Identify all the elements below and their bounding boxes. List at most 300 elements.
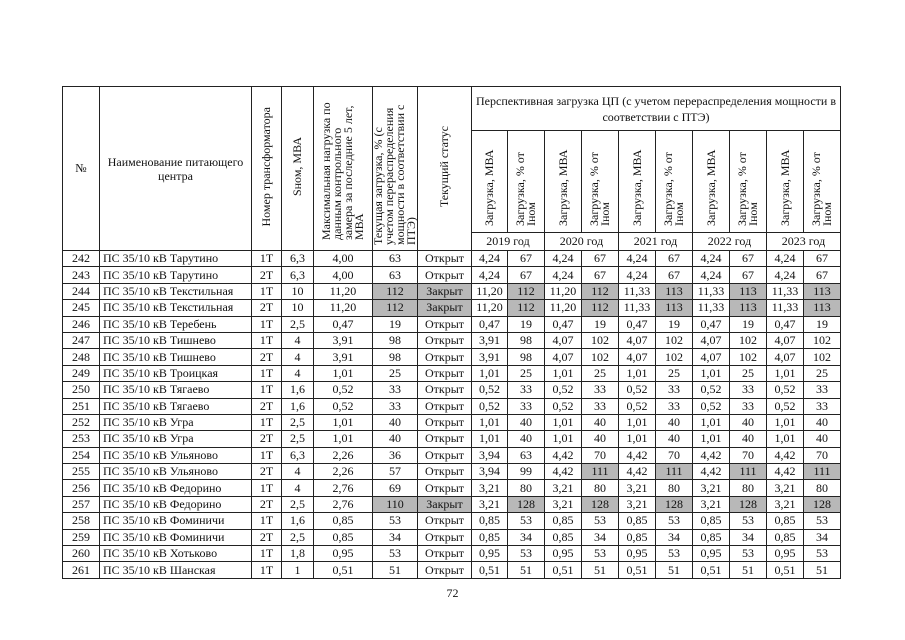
projected-load-mva: 0,85: [545, 529, 582, 545]
projected-load-mva: 0,52: [545, 398, 582, 414]
rated-power: 2,5: [282, 431, 314, 447]
projected-load-mva: 0,47: [619, 316, 656, 332]
transformer-number: 2Т: [252, 464, 282, 480]
projected-load-pct: 19: [508, 316, 545, 332]
row-number: 253: [63, 431, 100, 447]
current-status: Открыт: [418, 529, 472, 545]
projected-load-pct: 53: [804, 513, 841, 529]
projected-load-pct: 111: [730, 464, 767, 480]
table-row: [63, 529, 841, 545]
transformer-number: 1Т: [252, 316, 282, 332]
projected-load-mva: 4,24: [545, 251, 582, 267]
projected-load-mva: 0,95: [472, 546, 508, 562]
projected-load-mva: 1,01: [472, 431, 508, 447]
projected-load-mva: 3,21: [693, 480, 730, 496]
transformer-number: 1Т: [252, 546, 282, 562]
substation-name: ПС 35/10 кВ Фоминичи: [100, 529, 252, 545]
current-status: Открыт: [418, 365, 472, 381]
table-row: [63, 300, 841, 316]
header-transformer: Номер трансформатора: [252, 87, 282, 251]
projected-load-mva: 3,21: [767, 496, 804, 512]
transformer-number: 1Т: [252, 251, 282, 267]
projected-load-mva: 11,33: [693, 283, 730, 299]
projected-load-mva: 0,52: [693, 398, 730, 414]
current-load: 51: [373, 562, 418, 578]
projected-load-pct: 53: [730, 546, 767, 562]
row-number: 255: [63, 464, 100, 480]
max-load: 1,01: [314, 431, 373, 447]
projected-load-mva: 0,85: [619, 513, 656, 529]
row-number: 248: [63, 349, 100, 365]
max-load: 0,52: [314, 398, 373, 414]
projected-load-pct: 128: [508, 496, 545, 512]
table-row: [63, 414, 841, 430]
projected-load-pct: 70: [656, 447, 693, 463]
current-status: Открыт: [418, 316, 472, 332]
table-row: [63, 447, 841, 463]
projected-load-mva: 0,85: [619, 529, 656, 545]
projected-load-pct: 113: [656, 300, 693, 316]
current-status: Открыт: [418, 398, 472, 414]
projected-load-pct: 111: [656, 464, 693, 480]
projected-load-mva: 11,20: [472, 283, 508, 299]
projected-load-mva: 4,24: [767, 267, 804, 283]
projected-load-pct: 53: [804, 546, 841, 562]
projected-load-mva: 3,21: [619, 480, 656, 496]
projected-load-pct: 33: [804, 382, 841, 398]
substation-name: ПС 35/10 кВ Федорино: [100, 496, 252, 512]
projected-load-mva: 1,01: [472, 414, 508, 430]
projected-load-mva: 11,20: [545, 300, 582, 316]
projected-load-pct: 53: [508, 546, 545, 562]
projected-load-mva: 3,94: [472, 447, 508, 463]
projected-load-mva: 3,21: [693, 496, 730, 512]
projected-load-mva: 11,33: [619, 300, 656, 316]
substation-name: ПС 35/10 кВ Угра: [100, 414, 252, 430]
projected-load-pct: 51: [804, 562, 841, 578]
max-load: 2,76: [314, 480, 373, 496]
projected-load-pct: 34: [656, 529, 693, 545]
projected-load-mva: 1,01: [619, 365, 656, 381]
projected-load-pct: 51: [508, 562, 545, 578]
projected-load-mva: 1,01: [545, 431, 582, 447]
sub-header-pct: Загрузка, % от Iном: [508, 131, 545, 233]
projected-load-pct: 99: [508, 464, 545, 480]
current-load: 98: [373, 349, 418, 365]
projected-load-pct: 80: [804, 480, 841, 496]
projected-load-mva: 0,52: [693, 382, 730, 398]
projected-load-pct: 98: [508, 332, 545, 348]
rated-power: 1,6: [282, 382, 314, 398]
transformer-number: 1Т: [252, 480, 282, 496]
transformer-number: 1Т: [252, 447, 282, 463]
projected-load-pct: 102: [730, 332, 767, 348]
rated-power: 1,8: [282, 546, 314, 562]
projected-load-mva: 4,42: [619, 447, 656, 463]
projected-load-mva: 4,24: [619, 267, 656, 283]
rated-power: 6,3: [282, 267, 314, 283]
row-number: 252: [63, 414, 100, 430]
projected-load-pct: 25: [582, 365, 619, 381]
load-table: [62, 86, 841, 579]
row-number: 246: [63, 316, 100, 332]
projected-load-pct: 40: [508, 431, 545, 447]
projected-load-mva: 3,21: [545, 480, 582, 496]
projected-load-pct: 40: [656, 414, 693, 430]
projected-load-pct: 40: [656, 431, 693, 447]
projected-load-pct: 67: [582, 251, 619, 267]
projected-load-pct: 19: [804, 316, 841, 332]
transformer-number: 2Т: [252, 496, 282, 512]
projected-load-mva: 11,33: [767, 283, 804, 299]
table-row: [63, 398, 841, 414]
current-load: 112: [373, 283, 418, 299]
max-load: 4,00: [314, 267, 373, 283]
projected-load-pct: 112: [508, 300, 545, 316]
current-status: Открыт: [418, 546, 472, 562]
page-number: 72: [446, 586, 459, 600]
projected-load-mva: 4,24: [767, 251, 804, 267]
projected-load-pct: 25: [730, 365, 767, 381]
substation-name: ПС 35/10 кВ Тягаево: [100, 382, 252, 398]
projected-load-mva: 1,01: [693, 414, 730, 430]
current-load: 33: [373, 382, 418, 398]
projected-load-mva: 0,52: [767, 382, 804, 398]
transformer-number: 2Т: [252, 267, 282, 283]
projected-load-pct: 34: [804, 529, 841, 545]
sub-header-mva: Загрузка, МВА: [472, 131, 508, 233]
projected-load-mva: 4,42: [767, 464, 804, 480]
header-current-load: Текущая загрузка, % (с учетом перераспределения мощности в соответствии с ПТЭ): [373, 87, 418, 251]
projected-load-mva: 0,51: [693, 562, 730, 578]
projected-load-pct: 33: [656, 382, 693, 398]
projected-load-pct: 33: [582, 398, 619, 414]
substation-name: ПС 35/10 кВ Текстильная: [100, 283, 252, 299]
table-row: [63, 332, 841, 348]
projected-load-pct: 67: [582, 267, 619, 283]
substation-name: ПС 35/10 кВ Фоминичи: [100, 513, 252, 529]
projected-load-mva: 11,20: [545, 283, 582, 299]
projected-load-pct: 34: [582, 529, 619, 545]
projected-load-mva: 1,01: [545, 365, 582, 381]
projected-load-pct: 25: [656, 365, 693, 381]
projected-load-pct: 40: [582, 431, 619, 447]
current-status: Открыт: [418, 382, 472, 398]
projected-load-mva: 11,33: [693, 300, 730, 316]
projected-load-pct: 25: [804, 365, 841, 381]
projected-load-mva: 0,47: [472, 316, 508, 332]
projected-load-pct: 113: [656, 283, 693, 299]
max-load: 3,91: [314, 349, 373, 365]
transformer-number: 2Т: [252, 431, 282, 447]
projected-load-mva: 0,52: [545, 382, 582, 398]
projected-load-pct: 80: [508, 480, 545, 496]
rated-power: 4: [282, 365, 314, 381]
current-status: Открыт: [418, 464, 472, 480]
current-load: 63: [373, 267, 418, 283]
projected-load-pct: 33: [804, 398, 841, 414]
projected-load-pct: 67: [804, 251, 841, 267]
transformer-number: 2Т: [252, 300, 282, 316]
projected-load-mva: 1,01: [619, 431, 656, 447]
table-row: [63, 283, 841, 299]
sub-header-mva: Загрузка, МВА: [619, 131, 656, 233]
projected-load-mva: 3,21: [767, 480, 804, 496]
max-load: 0,95: [314, 546, 373, 562]
row-number: 245: [63, 300, 100, 316]
projected-load-pct: 112: [508, 283, 545, 299]
current-status: Закрыт: [418, 300, 472, 316]
substation-name: ПС 35/10 кВ Текстильная: [100, 300, 252, 316]
transformer-number: 2Т: [252, 398, 282, 414]
projected-load-mva: 0,85: [472, 513, 508, 529]
projected-load-pct: 67: [730, 251, 767, 267]
projected-load-mva: 0,52: [619, 398, 656, 414]
sub-header-mva: Загрузка, МВА: [693, 131, 730, 233]
projected-load-pct: 70: [730, 447, 767, 463]
transformer-number: 1Т: [252, 513, 282, 529]
projected-load-mva: 1,01: [767, 414, 804, 430]
current-load: 57: [373, 464, 418, 480]
projected-load-pct: 111: [804, 464, 841, 480]
header-name: Наименование питающего центра: [100, 87, 252, 251]
row-number: 250: [63, 382, 100, 398]
table-row: [63, 496, 841, 512]
projected-load-pct: 102: [656, 349, 693, 365]
projected-load-mva: 3,21: [472, 496, 508, 512]
rated-power: 10: [282, 283, 314, 299]
rated-power: 4: [282, 480, 314, 496]
projected-load-pct: 33: [508, 398, 545, 414]
transformer-number: 1Т: [252, 382, 282, 398]
projected-load-mva: 4,42: [693, 447, 730, 463]
projected-load-mva: 0,51: [472, 562, 508, 578]
substation-name: ПС 35/10 кВ Шанская: [100, 562, 252, 578]
projected-load-pct: 128: [804, 496, 841, 512]
current-load: 110: [373, 496, 418, 512]
table-row: [63, 480, 841, 496]
table-row: [63, 562, 841, 578]
projected-load-pct: 67: [508, 267, 545, 283]
sub-header-pct: Загрузка, % от Iном: [582, 131, 619, 233]
header-snom: Sном, МВА: [282, 87, 314, 251]
projected-load-mva: 0,51: [767, 562, 804, 578]
projected-load-pct: 80: [730, 480, 767, 496]
projected-load-mva: 1,01: [545, 414, 582, 430]
projected-load-pct: 102: [582, 332, 619, 348]
projected-load-pct: 113: [730, 283, 767, 299]
table-row: [63, 349, 841, 365]
transformer-number: 1Т: [252, 365, 282, 381]
projected-load-mva: 4,24: [693, 251, 730, 267]
projected-load-pct: 40: [730, 414, 767, 430]
projected-load-pct: 128: [656, 496, 693, 512]
header-status: Текущий статус: [418, 87, 472, 251]
transformer-number: 2Т: [252, 529, 282, 545]
projected-load-mva: 4,24: [619, 251, 656, 267]
projected-load-pct: 67: [656, 267, 693, 283]
projected-load-pct: 19: [730, 316, 767, 332]
year-header: 2023 год: [767, 233, 841, 251]
current-load: 19: [373, 316, 418, 332]
projected-load-mva: 4,07: [545, 349, 582, 365]
substation-name: ПС 35/10 кВ Ульяново: [100, 447, 252, 463]
projected-load-mva: 4,42: [545, 447, 582, 463]
current-load: 40: [373, 414, 418, 430]
projected-load-mva: 4,42: [545, 464, 582, 480]
current-status: Закрыт: [418, 496, 472, 512]
projected-load-mva: 0,51: [619, 562, 656, 578]
projected-load-pct: 128: [730, 496, 767, 512]
header-perspective: Перспективная загрузка ЦП (с учетом перераспределения мощности в соответствии с ПТЭ): [472, 87, 841, 131]
substation-name: ПС 35/10 кВ Тишнево: [100, 349, 252, 365]
transformer-number: 1Т: [252, 332, 282, 348]
projected-load-mva: 0,85: [472, 529, 508, 545]
projected-load-pct: 51: [656, 562, 693, 578]
current-status: Открыт: [418, 414, 472, 430]
substation-name: ПС 35/10 кВ Тишнево: [100, 332, 252, 348]
max-load: 0,85: [314, 513, 373, 529]
row-number: 254: [63, 447, 100, 463]
rated-power: 4: [282, 349, 314, 365]
projected-load-pct: 67: [656, 251, 693, 267]
projected-load-pct: 112: [582, 283, 619, 299]
max-load: 0,52: [314, 382, 373, 398]
rated-power: 4: [282, 464, 314, 480]
projected-load-mva: 4,07: [767, 349, 804, 365]
max-load: 2,26: [314, 464, 373, 480]
projected-load-pct: 34: [730, 529, 767, 545]
table-row: [63, 431, 841, 447]
row-number: 243: [63, 267, 100, 283]
projected-load-pct: 40: [804, 431, 841, 447]
projected-load-pct: 53: [582, 546, 619, 562]
projected-load-mva: 4,42: [619, 464, 656, 480]
row-number: 259: [63, 529, 100, 545]
projected-load-mva: 1,01: [619, 414, 656, 430]
current-load: 112: [373, 300, 418, 316]
projected-load-pct: 53: [508, 513, 545, 529]
rated-power: 4: [282, 332, 314, 348]
row-number: 261: [63, 562, 100, 578]
table-row: [63, 513, 841, 529]
projected-load-mva: 0,51: [545, 562, 582, 578]
max-load: 2,26: [314, 447, 373, 463]
max-load: 11,20: [314, 283, 373, 299]
projected-load-pct: 34: [508, 529, 545, 545]
substation-name: ПС 35/10 кВ Угра: [100, 431, 252, 447]
row-number: 258: [63, 513, 100, 529]
projected-load-pct: 67: [804, 267, 841, 283]
projected-load-pct: 80: [582, 480, 619, 496]
current-load: 25: [373, 365, 418, 381]
row-number: 260: [63, 546, 100, 562]
year-header: 2022 год: [693, 233, 767, 251]
projected-load-mva: 4,24: [472, 267, 508, 283]
projected-load-mva: 4,24: [472, 251, 508, 267]
max-load: 2,76: [314, 496, 373, 512]
table-row: [63, 365, 841, 381]
projected-load-pct: 19: [582, 316, 619, 332]
current-status: Открыт: [418, 480, 472, 496]
projected-load-mva: 4,42: [767, 447, 804, 463]
current-status: Открыт: [418, 447, 472, 463]
current-load: 63: [373, 251, 418, 267]
header-max-load: Максимальная нагрузка по данным контрольного замера за последние 5 лет, МВА: [314, 87, 373, 251]
projected-load-pct: 53: [656, 513, 693, 529]
projected-load-mva: 0,52: [472, 398, 508, 414]
projected-load-mva: 1,01: [693, 431, 730, 447]
current-status: Открыт: [418, 251, 472, 267]
substation-name: ПС 35/10 кВ Ульяново: [100, 464, 252, 480]
rated-power: 10: [282, 300, 314, 316]
projected-load-pct: 113: [804, 300, 841, 316]
projected-load-mva: 0,85: [545, 513, 582, 529]
projected-load-mva: 11,33: [619, 283, 656, 299]
table-row: [63, 546, 841, 562]
substation-name: ПС 35/10 кВ Тарутино: [100, 267, 252, 283]
projected-load-mva: 4,42: [693, 464, 730, 480]
transformer-number: 1Т: [252, 283, 282, 299]
year-header: 2019 год: [472, 233, 545, 251]
current-status: Открыт: [418, 513, 472, 529]
projected-load-pct: 51: [730, 562, 767, 578]
current-load: 36: [373, 447, 418, 463]
rated-power: 6,3: [282, 447, 314, 463]
transformer-number: 1Т: [252, 414, 282, 430]
projected-load-pct: 25: [508, 365, 545, 381]
projected-load-pct: 80: [656, 480, 693, 496]
substation-name: ПС 35/10 кВ Теребень: [100, 316, 252, 332]
row-number: 247: [63, 332, 100, 348]
current-status: Открыт: [418, 267, 472, 283]
projected-load-pct: 33: [730, 398, 767, 414]
projected-load-mva: 0,85: [693, 529, 730, 545]
sub-header-mva: Загрузка, МВА: [767, 131, 804, 233]
projected-load-mva: 0,85: [767, 529, 804, 545]
projected-load-pct: 53: [656, 546, 693, 562]
rated-power: 2,5: [282, 414, 314, 430]
row-number: 251: [63, 398, 100, 414]
projected-load-pct: 33: [656, 398, 693, 414]
table-row: [63, 464, 841, 480]
projected-load-mva: 4,07: [693, 349, 730, 365]
projected-load-mva: 11,20: [472, 300, 508, 316]
substation-name: ПС 35/10 кВ Тарутино: [100, 251, 252, 267]
max-load: 0,85: [314, 529, 373, 545]
projected-load-pct: 33: [508, 382, 545, 398]
rated-power: 6,3: [282, 251, 314, 267]
current-load: 33: [373, 398, 418, 414]
transformer-number: 1Т: [252, 562, 282, 578]
projected-load-mva: 0,52: [619, 382, 656, 398]
substation-name: ПС 35/10 кВ Хотьково: [100, 546, 252, 562]
projected-load-mva: 0,47: [545, 316, 582, 332]
projected-load-mva: 4,24: [545, 267, 582, 283]
table-row: [63, 382, 841, 398]
projected-load-mva: 3,21: [472, 480, 508, 496]
projected-load-mva: 0,47: [693, 316, 730, 332]
rated-power: 2,5: [282, 316, 314, 332]
max-load: 0,47: [314, 316, 373, 332]
projected-load-pct: 102: [656, 332, 693, 348]
projected-load-pct: 40: [804, 414, 841, 430]
max-load: 0,51: [314, 562, 373, 578]
projected-load-mva: 4,07: [545, 332, 582, 348]
sub-header-pct: Загрузка, % от Iном: [804, 131, 841, 233]
current-load: 69: [373, 480, 418, 496]
current-load: 53: [373, 513, 418, 529]
